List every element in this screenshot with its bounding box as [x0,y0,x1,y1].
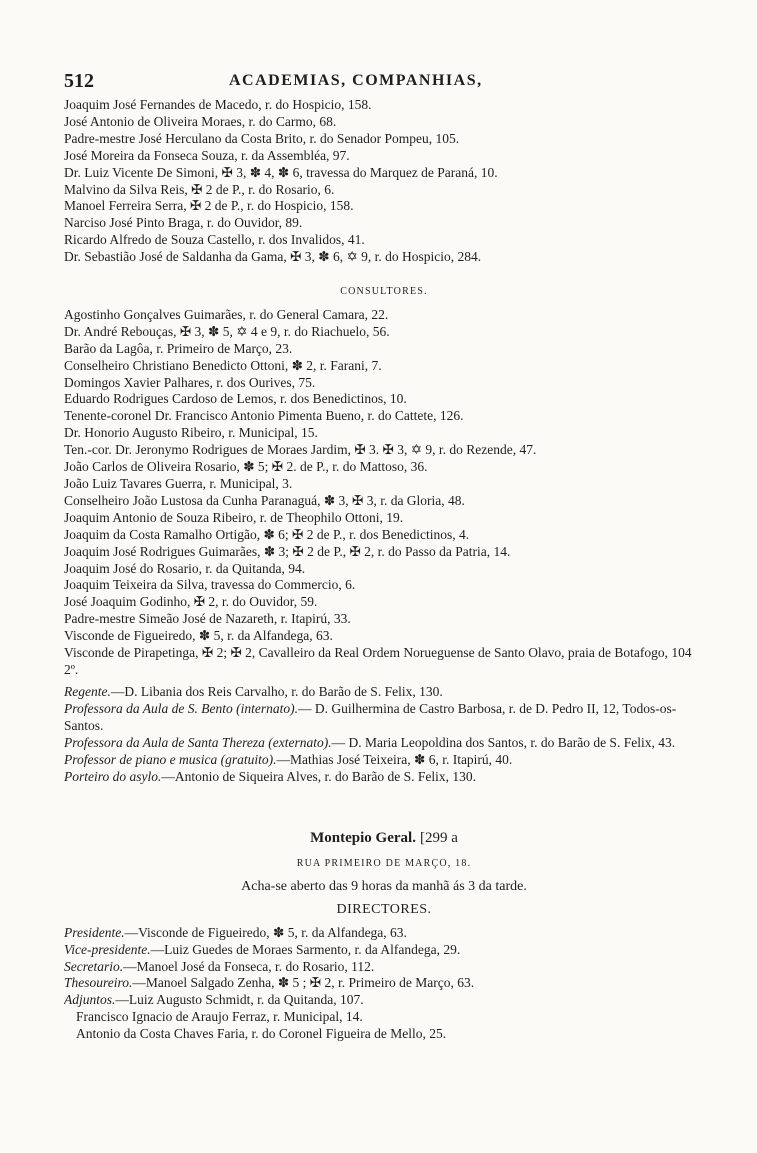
list-item: Joaquim José do Rosario, r. da Quitanda, 94. [64,560,306,576]
list-item: João Luiz Tavares Guerra, r. Municipal, 3. [64,475,293,491]
montepio-title-row [64,828,704,848]
list-item: Joaquim José Fernandes de Macedo, r. do Hospicio, 158. [64,97,372,112]
director-role: Presidente. [64,924,125,940]
list-item: Tenente-coronel Dr. Francisco Antonio Pimenta Bueno, r. do Cattete, 126. [64,408,464,424]
director-detail: —Manoel Salgado Zenha, ✽ 5 ; ✠ 2, r. Primeiro de Março, 63. [132,975,475,991]
list-item: Joaquim Antonio de Souza Ribeiro, r. de Theophilo Ottoni, 19. [64,509,404,525]
montepio-address: RUA PRIMEIRO DE MARÇO, 18. [296,858,472,869]
director-detail: —Manoel José da Fonseca, r. do Rosario, 112. [123,958,375,974]
list-item: José Antonio de Oliveira Moraes, r. do Carmo, 68. [64,113,337,129]
page-header [64,70,684,94]
director-entry [64,942,704,959]
list-item: Manoel Ferreira Serra, ✠ 2 de P., r. do Hospicio, 158. [64,198,354,214]
director-entry [64,975,704,992]
staff-entry [64,701,704,735]
staff-role: Professor de piano e musica (gratuito). [64,751,277,767]
list-item: José Moreira da Fonseca Souza, r. da Assembléa, 97. [64,147,350,163]
list-item: Conselheiro João Lustosa da Cunha Paranaguá, ✽ 3, ✠ 3, r. da Gloria, 48. [64,492,465,508]
director-entry [64,959,704,976]
list-item: Visconde de Figueiredo, ✽ 5, r. da Alfandega, 63. [64,628,333,644]
staff-role: Regente. [64,684,111,699]
director-detail: —Luiz Guedes de Moraes Sarmento, r. da Alfandega, 29. [150,941,461,957]
section-heading: CONSULTORES. [340,286,428,297]
page-number: 512 [64,70,94,92]
list-item: Malvino da Silva Reis, ✠ 2 de P., r. do Rosario, 6. [64,181,335,197]
list-item: Padre-mestre Simeão José de Nazareth, r. Itapirú, 33. [64,611,351,627]
director-detail: —Luiz Augusto Schmidt, r. da Quitanda, 107. [115,992,364,1008]
montepio-title: Montepio Geral. [310,830,416,846]
list-item: Visconde de Pirapetinga, ✠ 2; ✠ 2, Cavalleiro da Real Ordem Norueguense de Santo Olavo, praia de Botafogo, 104 2º. [64,645,692,677]
staff-entry [64,752,704,769]
staff-entry [64,735,704,752]
staff-entry [64,684,704,701]
list-item: Conselheiro Christiano Benedicto Ottoni, ✽ 2, r. Farani, 7. [64,357,382,373]
list-item: Ten.-cor. Dr. Jeronymo Rodrigues de Moraes Jardim, ✠ 3. ✠ 3, ✡ 9, r. do Rezende, 47. [64,442,537,458]
director-role: Vice-presidente. [64,941,151,957]
directores-heading: DIRECTORES. [336,901,432,917]
running-head: ACADEMIAS, COMPANHIAS, [229,72,483,89]
staff-detail: — D. Guilhermina de Castro Barbosa, r. de D. Pedro II, 12, Todos-os-Santos. [64,700,677,733]
montepio-hours: Acha-se aberto das 9 horas da manhã ás 3 da tarde. [241,878,527,894]
director-entry [64,992,704,1009]
staff-detail: —Antonio de Siqueira Alves, r. do Barão de S. Felix, 130. [161,768,476,784]
montepio-ref: [299 a [419,830,458,846]
staff-section [64,684,704,785]
list-item: Barão da Lagôa, r. Primeiro de Março, 23. [64,340,293,356]
consultores-section [64,284,704,679]
members-list [64,97,704,266]
director-role: Secretario. [64,958,124,974]
list-item: Joaquim Teixeira da Silva, travessa do Commercio, 6. [64,577,356,593]
staff-role: Professora da Aula de S. Bento (internato). [64,700,298,716]
list-item: Narciso José Pinto Braga, r. do Ouvidor, 89. [64,215,303,231]
list-item: José Joaquim Godinho, ✠ 2, r. do Ouvidor, 59. [64,594,318,610]
staff-detail: —Mathias José Teixeira, ✽ 6, r. Itapirú, 40. [276,751,513,767]
list-item: Dr. Luiz Vicente De Simoni, ✠ 3, ✽ 4, ✽ 6, travessa do Marquez de Paraná, 10. [64,164,498,180]
director-entry [64,925,704,942]
list-item: Joaquim José Rodrigues Guimarães, ✽ 3; ✠ 2 de P., ✠ 2, r. do Passo da Patria, 14. [64,543,511,559]
director-role: Adjuntos. [64,992,116,1008]
list-item: Dr. Honorio Augusto Ribeiro, r. Municipal, 15. [64,425,318,441]
list-item: Dr. André Rebouças, ✠ 3, ✽ 5, ✡ 4 e 9, r. do Riachuelo, 56. [64,323,390,339]
list-item: Ricardo Alfredo de Souza Castello, r. dos Invalidos, 41. [64,232,365,248]
director-role: Thesoureiro. [64,975,133,991]
list-item: Padre-mestre José Herculano da Costa Brito, r. do Senador Pompeu, 105. [64,130,460,146]
staff-detail: —D. Libania dos Reis Carvalho, r. do Barão de S. Felix, 130. [110,684,443,699]
list-item: João Carlos de Oliveira Rosario, ✽ 5; ✠ 2. de P., r. do Mattoso, 36. [64,459,428,475]
staff-role: Porteiro do asylo. [64,768,162,784]
montepio-section [64,828,704,1043]
staff-entry [64,769,704,786]
list-item: Joaquim da Costa Ramalho Ortigão, ✽ 6; ✠ 2 de P., r. dos Benedictinos, 4. [64,526,470,542]
adjunto-entry: Antonio da Costa Chaves Faria, r. do Coronel Figueira de Mello, 25. [76,1026,447,1042]
staff-detail: — D. Maria Leopoldina dos Santos, r. do Barão de S. Felix, 43. [331,734,676,750]
list-item: Agostinho Gonçalves Guimarães, r. do General Camara, 22. [64,306,389,322]
list-item: Dr. Sebastião José de Saldanha da Gama, ✠ 3, ✽ 6, ✡ 9, r. do Hospicio, 284. [64,249,482,265]
director-detail: —Visconde de Figueiredo, ✽ 5, r. da Alfandega, 63. [124,924,407,940]
list-item: Eduardo Rodrigues Cardoso de Lemos, r. dos Benedictinos, 10. [64,391,407,407]
list-item: Domingos Xavier Palhares, r. dos Ourives, 75. [64,374,316,390]
staff-role: Professora da Aula de Santa Thereza (externato). [64,734,332,750]
adjunto-entry: Francisco Ignacio de Araujo Ferraz, r. Municipal, 14. [76,1009,363,1025]
